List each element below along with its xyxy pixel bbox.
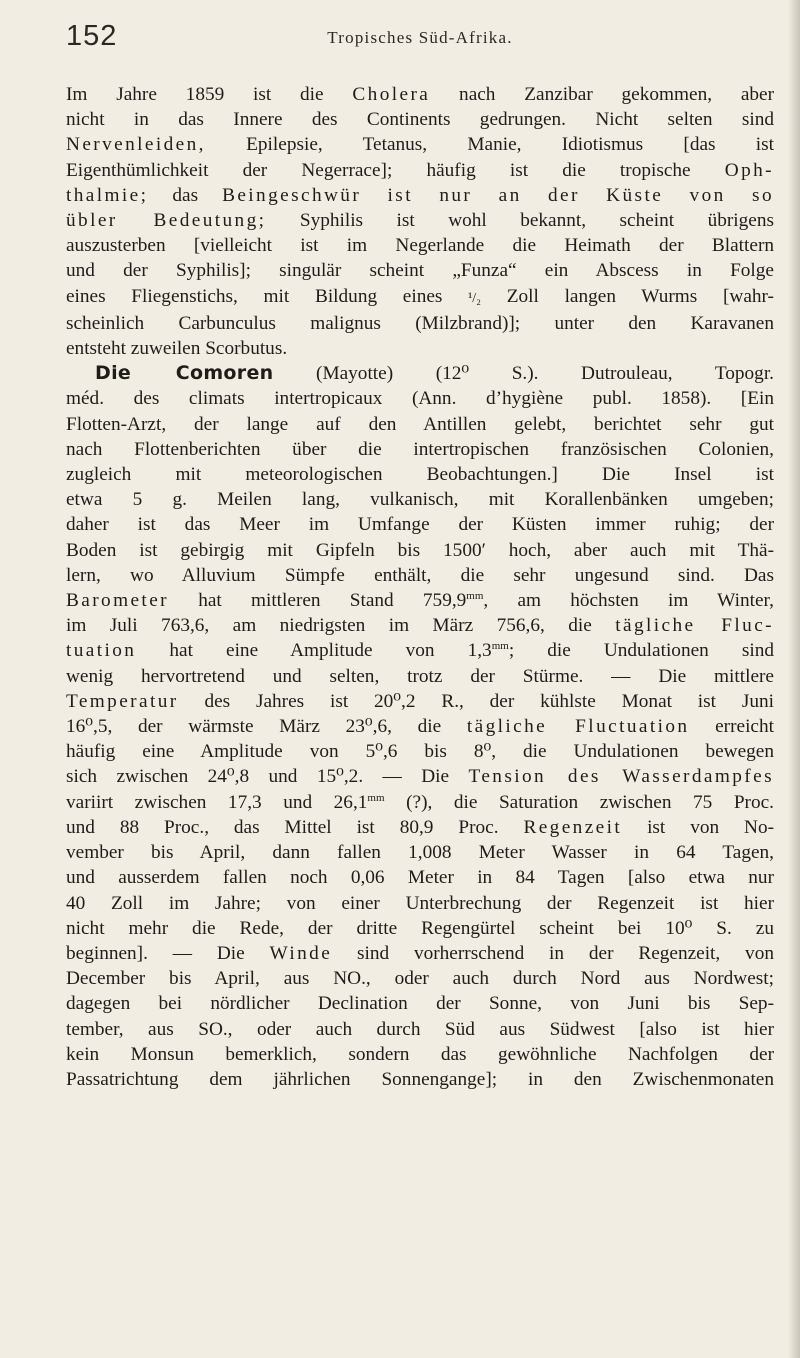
text-line: 40 Zoll im Jahre; von einer Unterbrechung der Regenzeit ist hier	[66, 892, 774, 914]
text-line: entsteht zuweilen Scorbutus.	[66, 338, 288, 360]
text-line: und ausserdem fallen noch 0,06 Meter in 84 Tagen [also etwa nur	[66, 867, 774, 889]
text-line: 16⁰,5, der wärmste März 23⁰,6, die tägliche Fluctuation erreicht	[66, 716, 774, 738]
text-line: Flotten-Arzt, der lange auf den Antillen gelebt, berichtet sehr gut	[66, 413, 774, 435]
text-line: scheinlich Carbunculus malignus (Milzbrand)]; unter den Karavanen	[66, 312, 774, 334]
text-line: daher ist das Meer im Umfange der Küsten immer ruhig; der	[66, 514, 774, 536]
text-line: Temperatur des Jahres ist 20⁰,2 R., der kühlste Monat ist Juni	[66, 690, 774, 712]
text-line: December bis April, aus NO., oder auch durch Nord aus Nordwest;	[66, 968, 774, 990]
text-line: Barometer hat mittleren Stand $759,9^{mm}$, am höchsten im Winter,	[66, 590, 774, 612]
text-line: und der Syphilis]; singulär scheint „Funza“ ein Abscess in Folge	[66, 260, 774, 282]
text-line: tuation hat eine Amplitude von $1,3^{mm}$; die Undulationen sind	[66, 640, 774, 662]
text-line: Boden ist gebirgig mit Gipfeln bis 1500′ hoch, aber auch mit Thä-	[66, 539, 774, 561]
text-line: übler Bedeutung; Syphilis ist wohl bekannt, scheint übrigens	[66, 210, 774, 232]
text-line: méd. des climats intertropicaux (Ann. d’hygiène publ. 1858). [Ein	[66, 388, 774, 410]
text-line: beginnen]. — Die Winde sind vorherrschend in der Regenzeit, von	[66, 942, 774, 964]
text-line: zugleich mit meteorologischen Beobachtungen.] Die Insel ist	[66, 464, 774, 486]
text-line: auszusterben [vielleicht ist im Negerlande die Heimath der Blattern	[66, 235, 774, 257]
text-line: Die Comoren (Mayotte) (12⁰ S.). Dutrouleau, Topogr.	[95, 362, 774, 385]
text-line: eines Fliegenstichs, mit Bildung eines ¹/₂ Zoll langen Wurms [wahr-	[66, 285, 774, 307]
page-number: 152	[66, 20, 118, 52]
text-line: nicht mehr die Rede, der dritte Regengürtel scheint bei 10⁰ S. zu	[66, 917, 774, 939]
page-edge-shadow	[788, 0, 800, 1358]
text-line: dagegen bei nördlicher Declination der Sonne, von Juni bis Sep-	[66, 993, 774, 1015]
page-header	[66, 20, 774, 56]
text-line: thalmie; das Beingeschwür ist nur an der Küste von so	[66, 184, 774, 206]
text-line: nach Flottenberichten über die intertropischen französischen Colonien,	[66, 438, 774, 460]
body-text	[66, 82, 774, 1092]
text-line: Im Jahre 1859 ist die Cholera nach Zanzibar gekommen, aber	[66, 84, 774, 105]
text-line: variirt zwischen 17,3 und $26,1^{mm}$ (?), die Saturation zwischen 75 Proc.	[66, 791, 774, 813]
text-line: etwa 5 g. Meilen lang, vulkanisch, mit Korallenbänken umgeben;	[66, 489, 774, 511]
text-line: wenig hervortretend und selten, trotz der Stürme. — Die mittlere	[66, 665, 774, 687]
text-line: im Juli 763,6, am niedrigsten im März 756,6, die tägliche Fluc-	[66, 615, 774, 637]
text-line: und 88 Proc., das Mittel ist 80,9 Proc. Regenzeit ist von No-	[66, 816, 775, 838]
text-line: sich zwischen 24⁰,8 und 15⁰,2. — Die Tension des Wasserdampfes	[66, 766, 774, 788]
text-line: häufig eine Amplitude von 5⁰,6 bis 8⁰, die Undulationen bewegen	[66, 741, 774, 763]
text-line: lern, wo Alluvium Sümpfe enthält, die sehr ungesund sind. Das	[66, 564, 774, 586]
running-title: Tropisches Süd-Afrika.	[327, 28, 513, 47]
text-line: nicht in das Innere des Continents gedrungen. Nicht selten sind	[66, 109, 774, 131]
text-line: Eigenthümlichkeit der Negerrace]; häufig ist die tropische Oph-	[66, 159, 775, 181]
text-line: Passatrichtung dem jährlichen Sonnengange]; in den Zwischenmonaten	[66, 1068, 774, 1090]
text-line: Nervenleiden, Epilepsie, Tetanus, Manie, Idiotismus [das ist	[66, 134, 774, 156]
section-heading: Die Comoren	[95, 362, 274, 385]
text-line: tember, aus SO., oder auch durch Süd aus Südwest [also ist hier	[66, 1018, 774, 1040]
text-line: kein Monsun bemerklich, sondern das gewöhnliche Nachfolgen der	[66, 1043, 774, 1065]
text-line: vember bis April, dann fallen 1,008 Meter Wasser in 64 Tagen,	[66, 842, 774, 864]
